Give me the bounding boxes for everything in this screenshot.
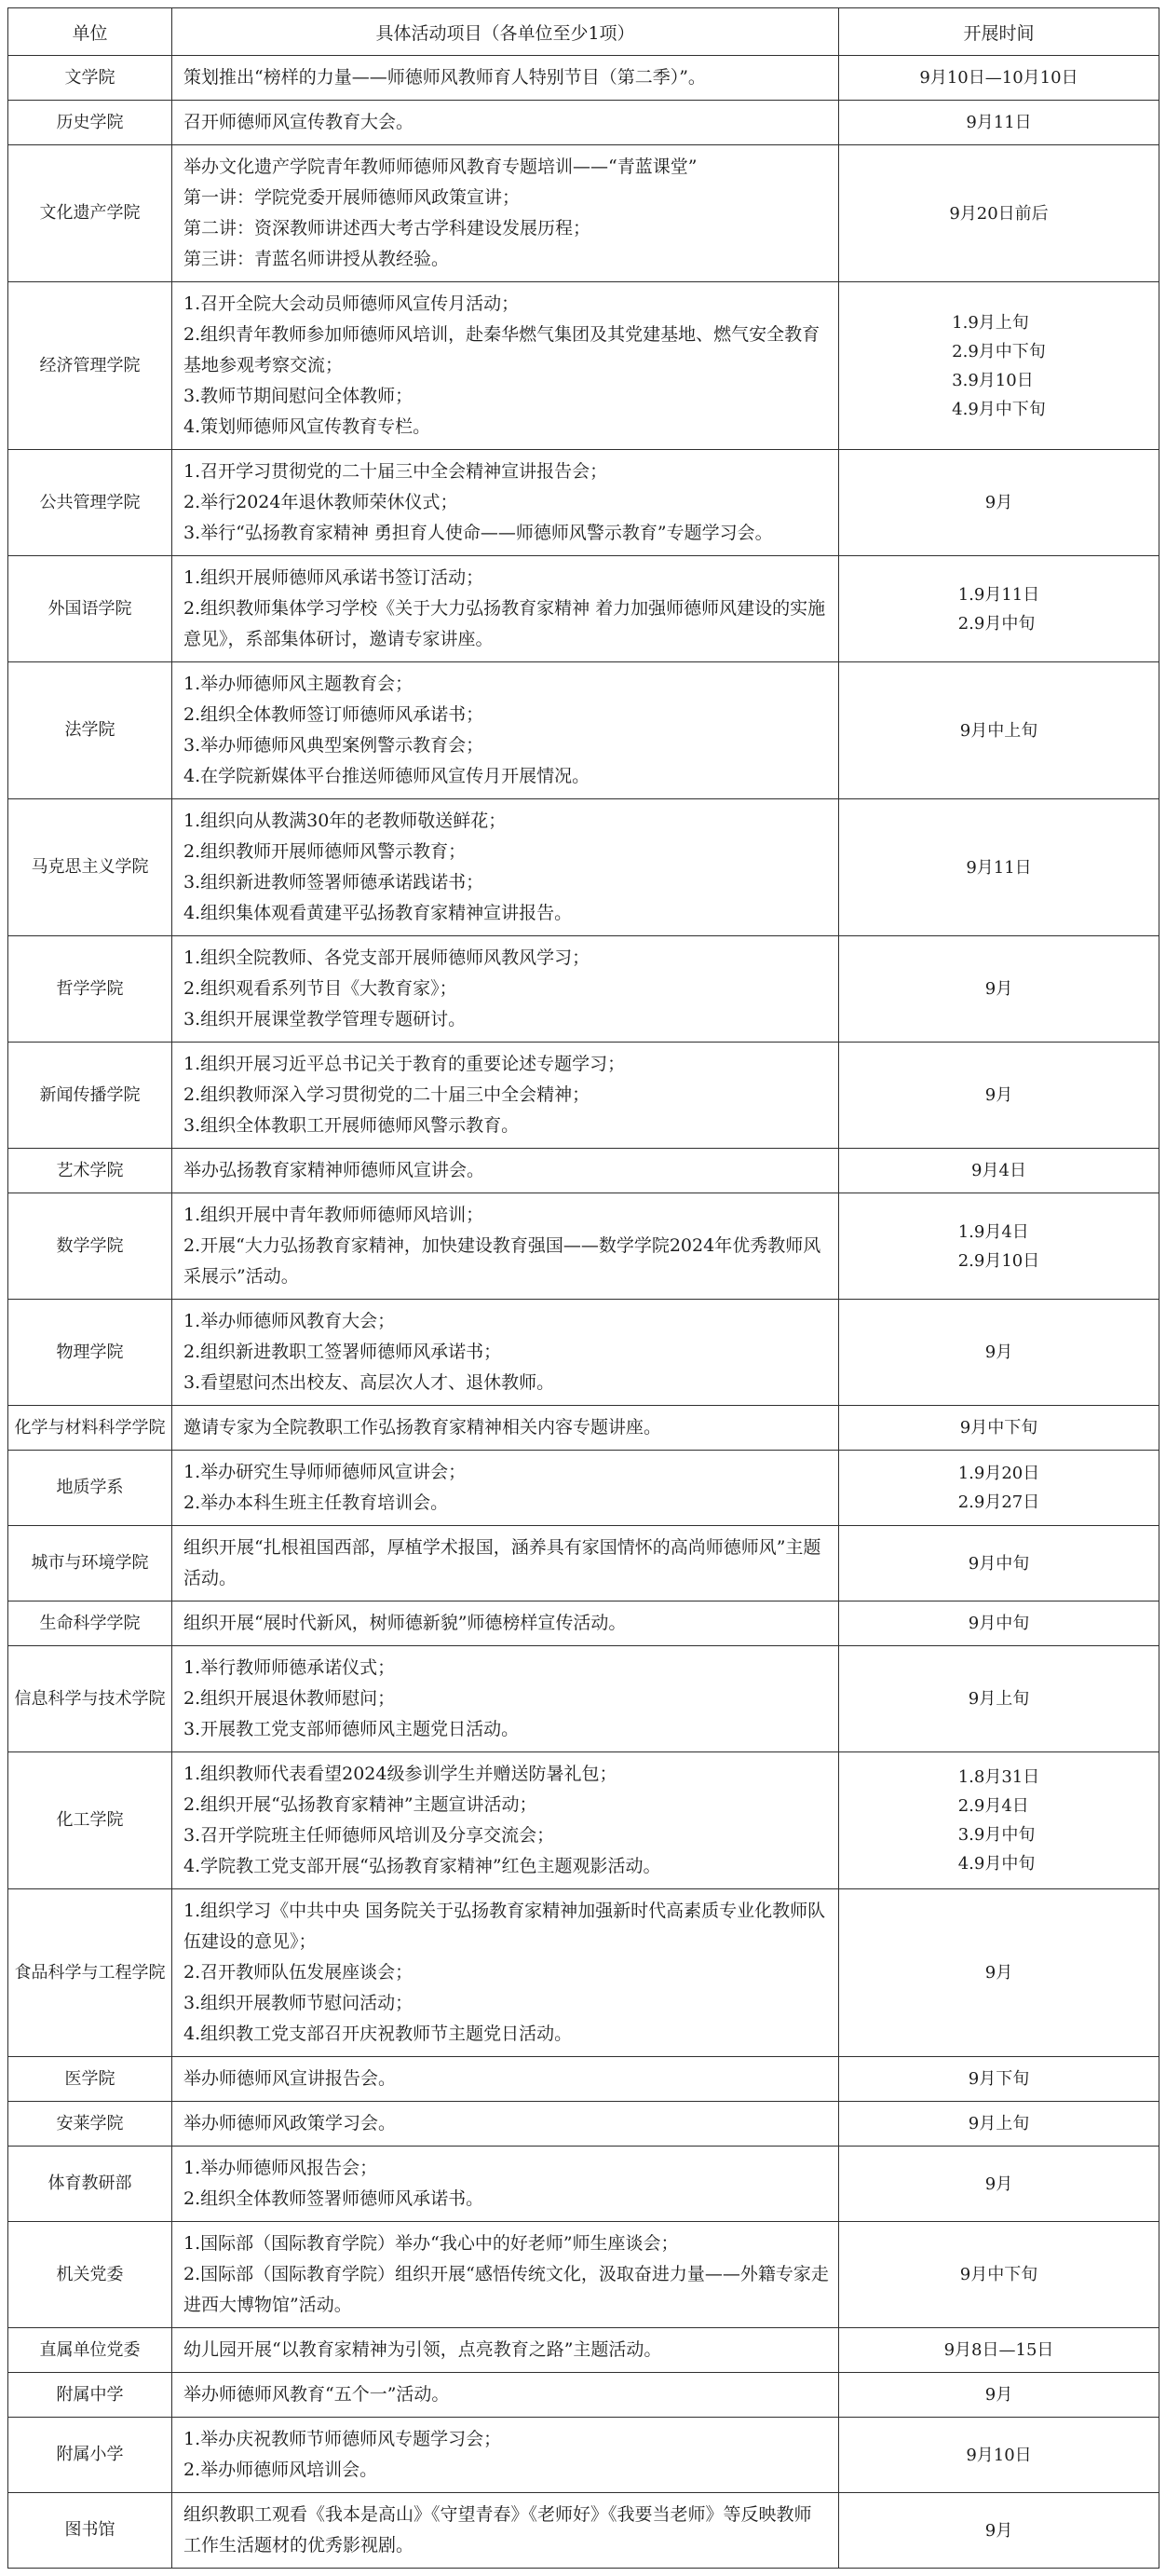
activities-cell (172, 1526, 839, 1601)
activity-item: 2.组织青年教师参加师德师风培训，赴秦华燃气集团及其党建基地、燃气安全教育基地参观考察交流； (183, 324, 820, 375)
unit-cell: 化工学院 (8, 1752, 172, 1889)
table-header (8, 8, 1159, 56)
table-row (8, 1601, 1159, 1646)
time-item: 9月中上旬 (959, 720, 1038, 741)
time-item: 9月中下旬 (959, 2265, 1038, 2284)
time-item: 9月中旬 (968, 1614, 1030, 1633)
time-item: 1.9月上旬 (952, 312, 1029, 333)
time-lines (944, 2336, 1054, 2365)
time-item: 9月 (984, 1343, 1013, 1362)
activity-item: 1.组织全院教师、各党支部开展师德师风教风学习； (183, 947, 590, 968)
time-item: 1.9月11日 (957, 584, 1040, 605)
table-row (8, 2493, 1159, 2569)
time-cell (839, 1889, 1159, 2057)
time-lines (985, 975, 1012, 1003)
time-lines (960, 1413, 1037, 1442)
unit-cell: 直属单位党委 (8, 2328, 172, 2373)
time-cell (839, 1043, 1159, 1149)
activity-item: 2.组织教师开展师德师风警示教育； (183, 841, 467, 862)
time-cell (839, 2493, 1159, 2569)
activity-item: 第二讲：资深教师讲述西大考古学科建设发展历程； (183, 218, 591, 239)
unit-cell: 艺术学院 (8, 1149, 172, 1193)
table-row (8, 936, 1159, 1043)
activity-item: 1.召开学习贯彻党的二十届三中全会精神宣讲报告会； (183, 461, 608, 482)
activity-item: 邀请专家为全院教职工作弘扬教育家精神相关内容专题讲座。 (183, 1417, 662, 1438)
unit-cell: 附属中学 (8, 2373, 172, 2418)
activity-item: 2.组织教师集体学习学校《关于大力弘扬教育家精神 着力加强师德师风建设的实施意见》，系部集体研讨，邀请专家讲座。 (183, 598, 826, 649)
activity-item: 1.组织教师代表看望2024级参训学生并赠送防暑礼包； (183, 1764, 617, 1784)
activities-cell (172, 2493, 839, 2569)
activity-item: 3.组织新进教师签署师德承诺践诺书； (183, 872, 484, 893)
activity-item: 1.举办研究生导师师德师风宣讲会； (183, 1462, 467, 1482)
time-cell (839, 1300, 1159, 1406)
activity-item: 1.组织向从教满30年的老教师敬送鲜花； (183, 811, 507, 831)
time-lines (985, 2380, 1012, 2409)
time-item: 9月 (984, 979, 1013, 999)
time-item: 3.9月中旬 (957, 1825, 1036, 1845)
activity-item: 1.召开全院大会动员师德师风宣传月活动； (183, 293, 520, 314)
activity-item: 4.学院教工党支部开展“弘扬教育家精神”红色主题观影活动。 (183, 1856, 661, 1876)
activity-item: 3.举行“弘扬教育家精神 勇担育人使命——师德师风警示教育”专题学习会。 (183, 523, 773, 543)
unit-cell: 数学学院 (8, 1193, 172, 1300)
time-cell (839, 2057, 1159, 2102)
activity-item: 2.开展“大力弘扬教育家精神，加快建设教育强国——数学学院2024年优秀教师风采展示”活动。 (183, 1235, 821, 1287)
activities-cell (172, 1043, 839, 1149)
time-cell (839, 2147, 1159, 2222)
table-row (8, 2373, 1159, 2418)
time-lines (971, 1156, 1026, 1185)
table-row (8, 662, 1159, 799)
table-row (8, 101, 1159, 145)
header-row (8, 8, 1159, 56)
activities-cell (172, 2147, 839, 2222)
time-lines (969, 2065, 1029, 2093)
time-lines (966, 2441, 1031, 2470)
time-item: 9月下旬 (968, 2069, 1030, 2089)
time-item: 9月8日—15日 (943, 2340, 1054, 2360)
time-cell (839, 2418, 1159, 2493)
activities-cell (172, 450, 839, 556)
activity-schedule-table (7, 7, 1159, 2569)
activity-item: 2.组织教师深入学习贯彻党的二十届三中全会精神； (183, 1084, 590, 1105)
time-cell (839, 1406, 1159, 1451)
time-lines (985, 2516, 1012, 2545)
activity-item: 1.举办师德师风主题教育会； (183, 674, 414, 694)
unit-cell: 物理学院 (8, 1300, 172, 1406)
time-item: 9月 (984, 1085, 1013, 1105)
unit-cell: 生命科学学院 (8, 1601, 172, 1646)
time-item: 9月 (984, 1963, 1013, 1983)
unit-cell: 食品科学与工程学院 (8, 1889, 172, 2057)
activities-cell (172, 1451, 839, 1526)
table-row (8, 2328, 1159, 2373)
activity-item: 组织教职工观看《我本是高山》《守望青春》《老师好》《我要当老师》等反映教师工作生活题材的优秀影视剧。 (183, 2504, 812, 2556)
activities-cell (172, 1889, 839, 2057)
activity-item: 幼儿园开展“以教育家精神为引领，点亮教育之路”主题活动。 (183, 2339, 662, 2360)
activity-item: 1.组织开展习近平总书记关于教育的重要论述专题学习； (183, 1054, 626, 1074)
time-cell (839, 662, 1159, 799)
activity-item: 1.举办师德师风教育大会； (183, 1311, 396, 1331)
table-row (8, 1646, 1159, 1752)
time-item: 4.9月中旬 (957, 1854, 1036, 1874)
time-cell (839, 450, 1159, 556)
unit-cell: 外国语学院 (8, 556, 172, 662)
activity-item: 召开师德师风宣传教育大会。 (183, 112, 414, 132)
activity-item: 2.组织开展“弘扬教育家精神”主题宣讲活动； (183, 1794, 537, 1815)
time-lines (969, 1609, 1029, 1638)
time-lines (985, 1338, 1012, 1367)
activity-item: 4.组织集体观看黄建平弘扬教育家精神宣讲报告。 (183, 903, 573, 923)
time-item: 9月 (984, 2520, 1013, 2541)
time-item: 2.9月10日 (957, 1250, 1040, 1271)
time-item: 1.9月4日 (957, 1221, 1029, 1242)
time-item: 9月上旬 (968, 2114, 1030, 2133)
time-item: 9月11日 (966, 857, 1032, 878)
header-time: 开展时间 (839, 8, 1159, 56)
activities-cell (172, 1646, 839, 1752)
activity-item: 1.国际部（国际教育学院）举办“我心中的好老师”师生座谈会； (183, 2233, 679, 2254)
time-lines (919, 63, 1078, 92)
activity-item: 1.举行教师师德承诺仪式； (183, 1657, 396, 1678)
time-item: 9月11日 (966, 113, 1032, 132)
time-cell (839, 1149, 1159, 1193)
activities-cell (172, 282, 839, 450)
table-row (8, 2102, 1159, 2147)
activity-item: 2.组织新进教职工签署师德师风承诺书； (183, 1342, 502, 1362)
time-lines (958, 580, 1040, 638)
activity-item: 组织开展“扎根祖国西部，厚植学术报国，涵养具有家国情怀的高尚师德师风”主题活动。 (183, 1537, 821, 1588)
activity-item: 1.举办师德师风报告会； (183, 2158, 378, 2178)
activities-cell (172, 2057, 839, 2102)
time-item: 9月中下旬 (959, 1418, 1038, 1438)
table-row (8, 1889, 1159, 2057)
time-lines (969, 1549, 1029, 1578)
time-cell (839, 936, 1159, 1043)
activity-item: 3.组织全体教职工开展师德师风警示教育。 (183, 1115, 520, 1136)
time-lines (958, 1763, 1040, 1878)
time-lines (960, 716, 1037, 745)
activity-item: 1.组织开展中青年教师师德师风培训； (183, 1205, 484, 1225)
time-item: 9月 (984, 493, 1013, 512)
time-item: 9月10日—10月10日 (919, 68, 1078, 88)
time-cell (839, 1646, 1159, 1752)
unit-cell: 文化遗产学院 (8, 145, 172, 282)
activities-cell (172, 799, 839, 936)
time-item: 9月10日 (966, 2445, 1032, 2465)
time-cell (839, 1601, 1159, 1646)
activity-item: 2.举办师德师风培训会。 (183, 2460, 378, 2480)
unit-cell: 经济管理学院 (8, 282, 172, 450)
activity-item: 2.召开教师队伍发展座谈会； (183, 1962, 414, 1983)
time-item: 2.9月4日 (957, 1796, 1029, 1816)
time-cell (839, 2373, 1159, 2418)
time-lines (966, 108, 1031, 137)
time-item: 1.8月31日 (957, 1767, 1040, 1787)
table-row (8, 1300, 1159, 1406)
activity-item: 举办师德师风教育“五个一”活动。 (183, 2384, 450, 2405)
time-cell (839, 282, 1159, 450)
time-cell (839, 56, 1159, 101)
table-row (8, 2147, 1159, 2222)
unit-cell: 地质学系 (8, 1451, 172, 1526)
activity-item: 4.组织教工党支部召开庆祝教师节主题党日活动。 (183, 2024, 573, 2044)
activities-cell (172, 2373, 839, 2418)
time-cell (839, 1752, 1159, 1889)
table-body (8, 56, 1159, 2569)
time-cell (839, 1451, 1159, 1526)
activity-item: 3.开展教工党支部师德师风主题党日活动。 (183, 1719, 520, 1739)
unit-cell: 机关党委 (8, 2222, 172, 2328)
activities-cell (172, 56, 839, 101)
activity-item: 4.策划师德师风宣传教育专栏。 (183, 416, 431, 437)
time-lines (952, 308, 1046, 424)
activity-item: 1.举办庆祝教师节师德师风专题学习会； (183, 2429, 502, 2449)
time-item: 9月 (984, 2385, 1013, 2405)
time-item: 3.9月10日 (952, 370, 1034, 390)
time-item: 9月中旬 (968, 1553, 1030, 1574)
table-row (8, 556, 1159, 662)
activity-item: 策划推出“榜样的力量——师德师风教师育人特别节目（第二季）”。 (183, 67, 706, 88)
activities-cell (172, 1300, 839, 1406)
time-cell (839, 556, 1159, 662)
activity-item: 2.举行2024年退休教师荣休仪式； (183, 492, 458, 512)
activity-item: 3.召开学院班主任师德师风培训及分享交流会； (183, 1825, 555, 1846)
activity-item: 3.举办师德师风典型案例警示教育会； (183, 735, 484, 756)
time-lines (958, 1218, 1040, 1275)
activity-item: 2.组织全体教师签订师德师风承诺书； (183, 704, 484, 725)
unit-cell: 文学院 (8, 56, 172, 101)
activity-item: 第一讲：学院党委开展师德师风政策宣讲； (183, 187, 521, 208)
time-lines (969, 1684, 1029, 1713)
table-row (8, 1406, 1159, 1451)
activities-cell (172, 1752, 839, 1889)
time-item: 9月 (984, 2174, 1013, 2194)
unit-cell: 城市与环境学院 (8, 1526, 172, 1601)
activities-cell (172, 556, 839, 662)
activities-cell (172, 1406, 839, 1451)
activity-item: 2.举办本科生班主任教育培训会。 (183, 1492, 449, 1513)
activity-item: 3.教师节期间慰问全体教师； (183, 386, 414, 406)
activities-cell (172, 1193, 839, 1300)
time-cell (839, 2328, 1159, 2373)
unit-cell: 附属小学 (8, 2418, 172, 2493)
activity-item: 2.组织观看系列节目《大教育家》； (183, 978, 457, 999)
activity-item: 2.组织开展退休教师慰问； (183, 1688, 396, 1709)
table-row (8, 799, 1159, 936)
activity-item: 举办师德师风宣讲报告会。 (183, 2068, 397, 2089)
unit-cell: 哲学学院 (8, 936, 172, 1043)
activities-cell (172, 662, 839, 799)
header-activities: 具体活动项目（各单位至少1项） (172, 8, 839, 56)
table-row (8, 2222, 1159, 2328)
unit-cell: 新闻传播学院 (8, 1043, 172, 1149)
header-unit: 单位 (8, 8, 172, 56)
time-item: 2.9月中旬 (957, 613, 1036, 634)
time-cell (839, 101, 1159, 145)
time-lines (966, 853, 1031, 882)
time-item: 9月4日 (971, 1161, 1026, 1180)
time-lines (985, 1958, 1012, 1987)
time-item: 1.9月20日 (957, 1464, 1040, 1483)
activities-cell (172, 936, 839, 1043)
time-cell (839, 1526, 1159, 1601)
activities-cell (172, 101, 839, 145)
unit-cell: 体育教研部 (8, 2147, 172, 2222)
time-lines (960, 2260, 1037, 2289)
table-row (8, 1752, 1159, 1889)
activity-item: 3.组织开展课堂教学管理专题研讨。 (183, 1009, 467, 1029)
table-row (8, 1193, 1159, 1300)
unit-cell: 公共管理学院 (8, 450, 172, 556)
time-cell (839, 1193, 1159, 1300)
time-lines (958, 1459, 1040, 1517)
unit-cell: 马克思主义学院 (8, 799, 172, 936)
table-row (8, 145, 1159, 282)
activity-item: 组织开展“展时代新风，树师德新貌”师德榜样宣传活动。 (183, 1613, 627, 1633)
activities-cell (172, 1601, 839, 1646)
table-row (8, 1149, 1159, 1193)
activity-item: 3.看望慰问杰出校友、高层次人才、退休教师。 (183, 1372, 555, 1393)
table-row (8, 1043, 1159, 1149)
unit-cell: 法学院 (8, 662, 172, 799)
time-lines (985, 488, 1012, 517)
time-item: 2.9月27日 (957, 1492, 1040, 1512)
activity-item: 举办文化遗产学院青年教师师德师风教育专题培训——“青蓝课堂” (183, 157, 698, 177)
activities-cell (172, 1149, 839, 1193)
time-lines (949, 199, 1048, 228)
table-row (8, 450, 1159, 556)
time-cell (839, 2102, 1159, 2147)
unit-cell: 医学院 (8, 2057, 172, 2102)
time-lines (985, 2170, 1012, 2199)
table-row (8, 56, 1159, 101)
table-row (8, 1526, 1159, 1601)
time-lines (985, 1081, 1012, 1110)
activity-item: 1.组织学习《中共中央 国务院关于弘扬教育家精神加强新时代高素质专业化教师队伍建设的意见》； (183, 1901, 826, 1952)
unit-cell: 安莱学院 (8, 2102, 172, 2147)
unit-cell: 历史学院 (8, 101, 172, 145)
time-lines (969, 2109, 1029, 2138)
activity-item: 3.组织开展教师节慰问活动； (183, 1993, 414, 2013)
time-cell (839, 145, 1159, 282)
activities-cell (172, 2222, 839, 2328)
activity-item: 4.在学院新媒体平台推送师德师风宣传月开展情况。 (183, 766, 590, 786)
activities-cell (172, 145, 839, 282)
time-cell (839, 2222, 1159, 2328)
time-item: 2.9月中下旬 (952, 341, 1046, 361)
table-row (8, 2418, 1159, 2493)
time-item: 9月上旬 (968, 1689, 1030, 1709)
table-row (8, 2057, 1159, 2102)
activity-item: 举办弘扬教育家精神师德师风宣讲会。 (183, 1160, 485, 1180)
time-item: 4.9月中下旬 (952, 399, 1046, 419)
activity-item: 1.组织开展师德师风承诺书签订活动； (183, 567, 484, 588)
time-item: 9月20日前后 (949, 203, 1049, 224)
unit-cell: 化学与材料科学学院 (8, 1406, 172, 1451)
activities-cell (172, 2102, 839, 2147)
unit-cell: 图书馆 (8, 2493, 172, 2569)
activity-item: 2.组织全体教师签署师德师风承诺书。 (183, 2188, 484, 2209)
unit-cell: 信息科学与技术学院 (8, 1646, 172, 1752)
table-row (8, 1451, 1159, 1526)
activities-cell (172, 2328, 839, 2373)
activity-item: 举办师德师风政策学习会。 (183, 2113, 397, 2133)
table-row (8, 282, 1159, 450)
time-cell (839, 799, 1159, 936)
activities-cell (172, 2418, 839, 2493)
activity-item: 2.国际部（国际教育学院）组织开展“感悟传统文化，汲取奋进力量——外籍专家走进西大博物馆”活动。 (183, 2264, 829, 2315)
activity-item: 第三讲：青蓝名师讲授从教经验。 (183, 249, 450, 269)
